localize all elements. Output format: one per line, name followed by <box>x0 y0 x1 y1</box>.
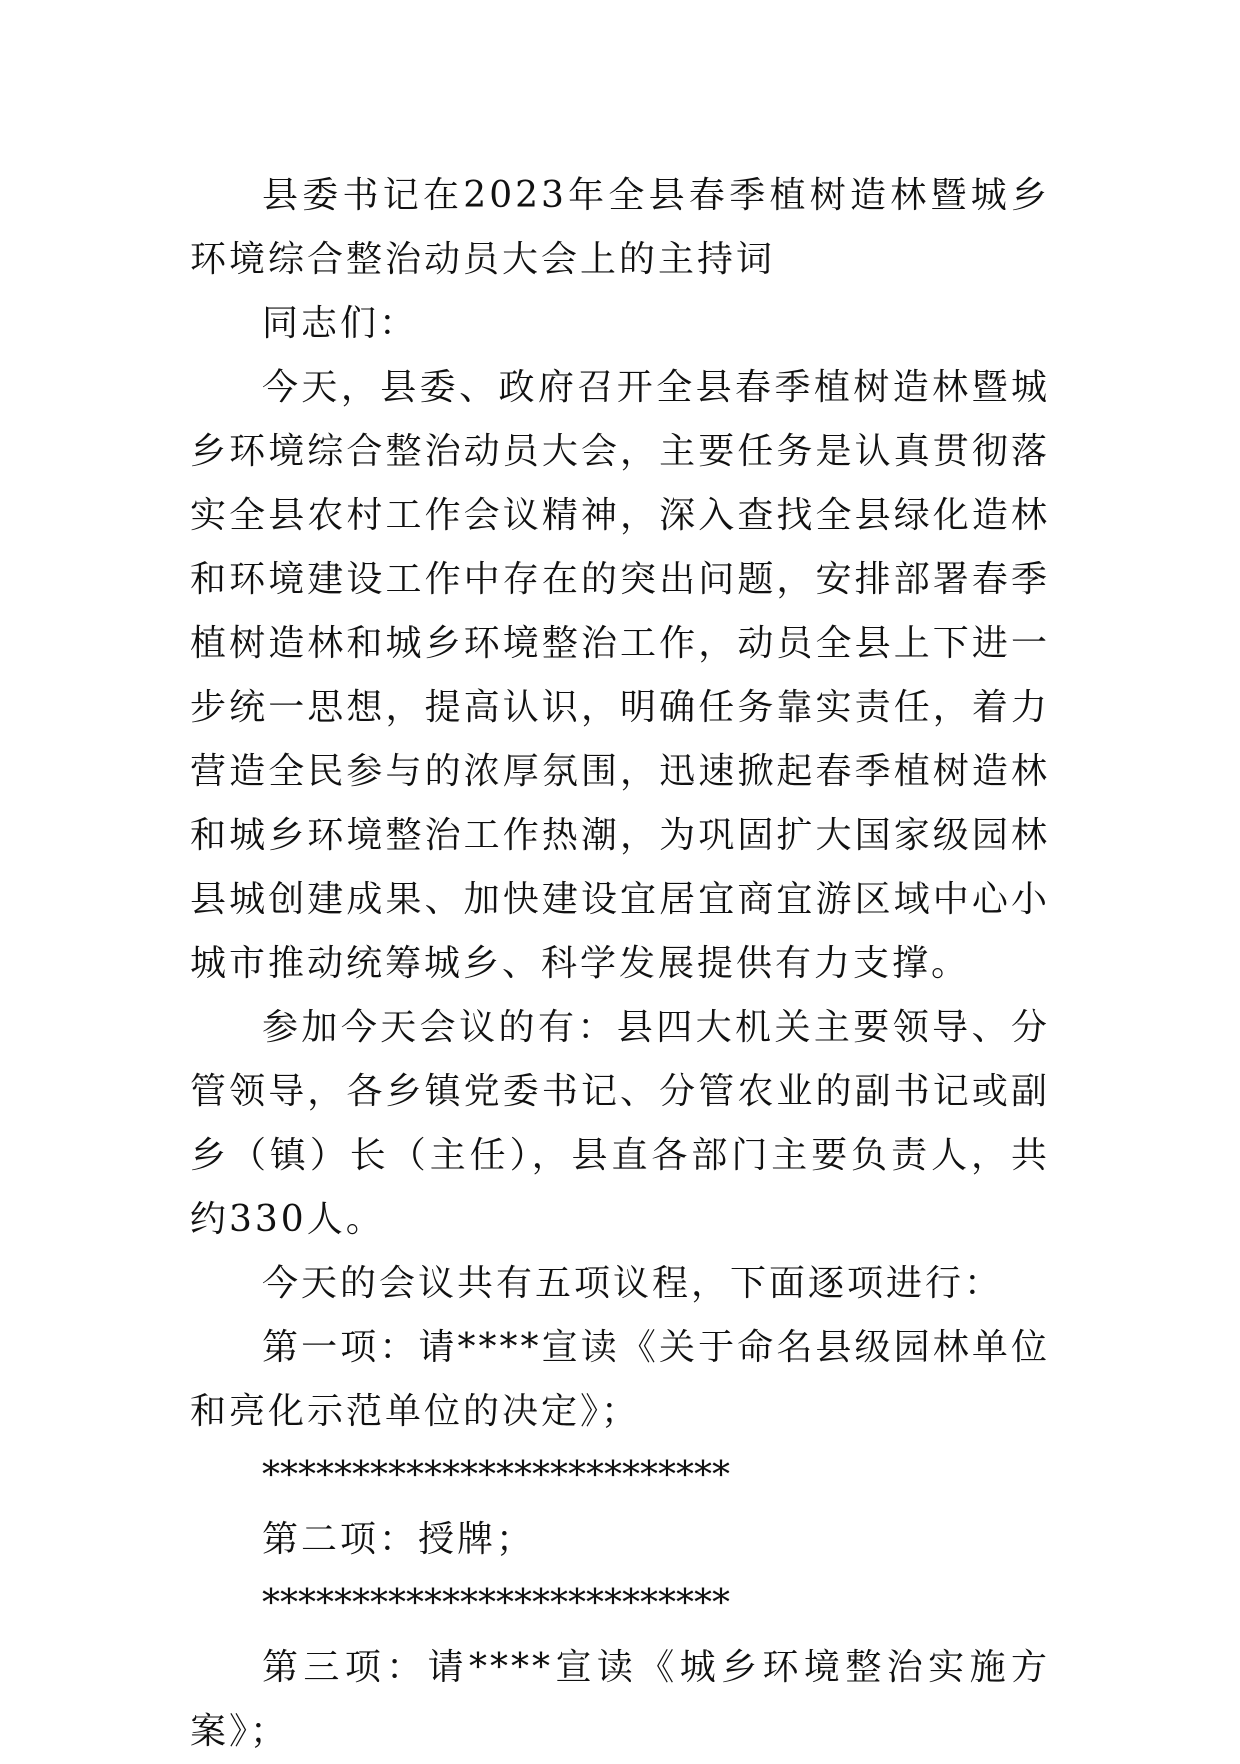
agenda-item-3: 第三项：请****宣读《城乡环境整治实施方案》； <box>190 1647 1050 1752</box>
separator-line: ************************** <box>262 1455 730 1496</box>
agenda-item-1: 第一项：请****宣读《关于命名县级园林单位和亮化示范单位的决定》； <box>190 1327 1050 1432</box>
separator-line: ************************** <box>262 1583 730 1624</box>
intro-paragraph: 今天，县委、政府召开全县春季植树造林暨城乡环境综合整治动员大会，主要任务是认真贯彻落实全县农村工作会议精神，深入查找全县绿化造林和环境建设工作中存在的突出问题，安排部署春季植树造林和城乡环境整治工作，动员全县上下进一步统一思想，提高认识，明确任务靠实责任，着力营造全民参与的浓厚氛围，迅速掀起春季植树造林和城乡环境整治工作热潮，为巩固扩大国家级园林县城创建成果、加快建设宜居宜商宜游区域中心小城市推动统筹城乡、科学发展提供有力支撑。 <box>190 367 1050 984</box>
agenda-item-2: 第二项：授牌； <box>262 1519 536 1560</box>
agenda-intro: 今天的会议共有五项议程，下面逐项进行： <box>262 1263 1004 1304</box>
document-body <box>190 164 1050 1764</box>
attendees-paragraph: 参加今天会议的有：县四大机关主要领导、分管领导，各乡镇党委书记、分管农业的副书记或副乡（镇）长（主任），县直各部门主要负责人，共约330人。 <box>190 1007 1050 1240</box>
greeting: 同志们： <box>262 303 419 344</box>
document-title: 县委书记在2023年全县春季植树造林暨城乡环境综合整治动员大会上的主持词 <box>190 175 1050 280</box>
